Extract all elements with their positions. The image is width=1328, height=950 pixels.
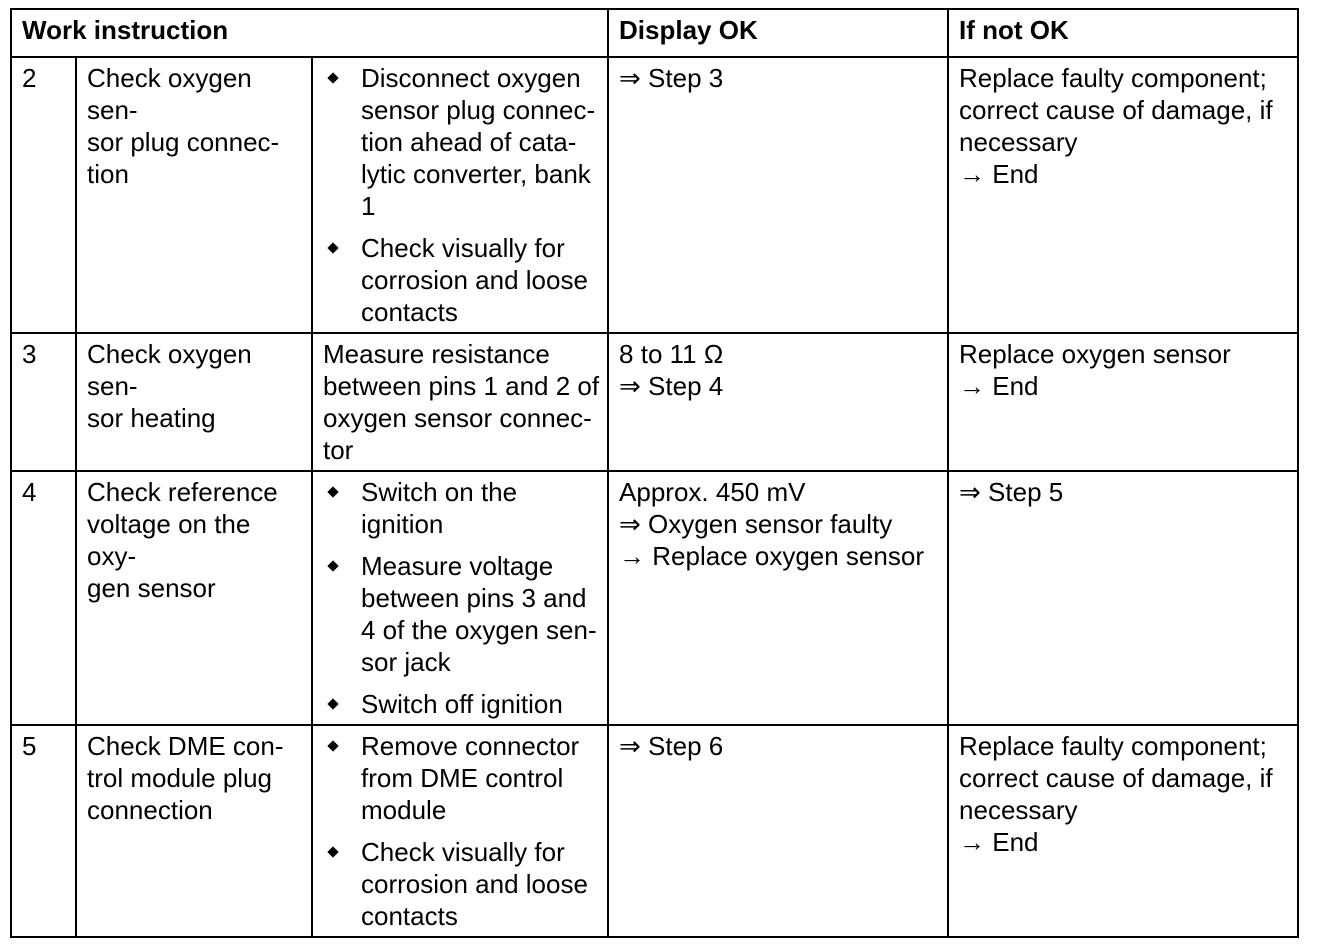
if-not-ok-line: ⇒ Step 5 [959,477,1064,507]
instruction-text: Remove connector from DME control module [361,731,580,825]
if-not-ok-cell [948,333,1298,471]
step-title [76,57,312,333]
if-not-ok-line: necessary [959,127,1078,157]
bullet-diamond-icon [327,740,338,751]
display-ok-line: ⇒ Oxygen sensor faulty [619,509,893,539]
header-work-instruction: Work instruction [11,9,608,57]
list-item [323,476,601,540]
instruction-text: Switch off ignition [361,689,563,719]
table-row [11,57,1298,333]
if-not-ok-line: → End [959,827,1039,857]
display-ok-line: 8 to 11 Ω [619,339,724,369]
table-row [11,471,1298,725]
if-not-ok-line: correct cause of damage, if [959,95,1273,125]
bullet-diamond-icon [327,560,338,571]
if-not-ok-cell [948,471,1298,725]
step-title-text: Check oxygen sen- sor heating [87,339,252,433]
display-ok-line: ⇒ Step 6 [619,731,724,761]
step-number: 5 [11,725,76,937]
instruction-text: Measure resistance between pins 1 and 2 of oxygen sensor connec-tor [323,339,600,465]
if-not-ok-line: Replace oxygen sensor [959,339,1231,369]
header-if-not-ok: If not OK [948,9,1298,57]
if-not-ok-line: necessary [959,795,1078,825]
instruction-list [323,62,601,328]
step-title-text: Check reference voltage on the oxy- gen sensor [87,477,278,603]
table-row [11,725,1298,937]
if-not-ok-cell [948,725,1298,937]
step-title-text: Check oxygen sen- sor plug connec- tion [87,63,280,189]
instruction-text: Switch on the ignition [361,477,518,539]
step-title [76,333,312,471]
step-instructions [312,725,608,937]
list-item [323,550,601,678]
instruction-list [323,730,601,932]
step-number: 3 [11,333,76,471]
header-row [11,9,1298,57]
if-not-ok-line: Replace faulty component; [959,731,1267,761]
display-ok-cell [608,471,948,725]
display-ok-cell [608,57,948,333]
if-not-ok-cell [948,57,1298,333]
step-number: 4 [11,471,76,725]
bullet-diamond-icon [327,846,338,857]
list-item [323,232,601,328]
display-ok-cell [608,333,948,471]
display-ok-line: ⇒ Step 3 [619,63,724,93]
bullet-diamond-icon [327,698,338,709]
bullet-diamond-icon [327,486,338,497]
if-not-ok-line: correct cause of damage, if [959,763,1273,793]
table-row [11,333,1298,471]
step-title [76,471,312,725]
table-body [11,57,1298,937]
if-not-ok-line: Replace faulty component; [959,63,1267,93]
list-item [323,730,601,826]
list-item [323,688,601,720]
work-instruction-table [10,8,1299,938]
step-instructions [312,57,608,333]
instruction-text: Measure voltage between pins 3 and 4 of the oxygen sen-sor jack [361,551,597,677]
instruction-text: Check visually for corrosion and loose contacts [361,233,588,327]
header-display-ok: Display OK [608,9,948,57]
list-item [323,62,601,222]
display-ok-line: ⇒ Step 4 [619,371,724,401]
step-title-text: Check DME con- trol module plug connection [87,731,284,825]
if-not-ok-line: → End [959,371,1039,401]
step-instructions [312,333,608,471]
bullet-diamond-icon [327,72,338,83]
step-title [76,725,312,937]
instruction-text: Disconnect oxygen sensor plug connec-tion ahead of cata-lytic converter, bank 1 [361,63,596,221]
display-ok-line: → Replace oxygen sensor [619,541,924,571]
display-ok-line: Approx. 450 mV [619,477,806,507]
list-item [323,836,601,932]
if-not-ok-line: → End [959,159,1039,189]
step-instructions [312,471,608,725]
instruction-list [323,476,601,720]
instruction-text: Check visually for corrosion and loose contacts [361,837,588,931]
display-ok-cell [608,725,948,937]
bullet-diamond-icon [327,242,338,253]
step-number: 2 [11,57,76,333]
